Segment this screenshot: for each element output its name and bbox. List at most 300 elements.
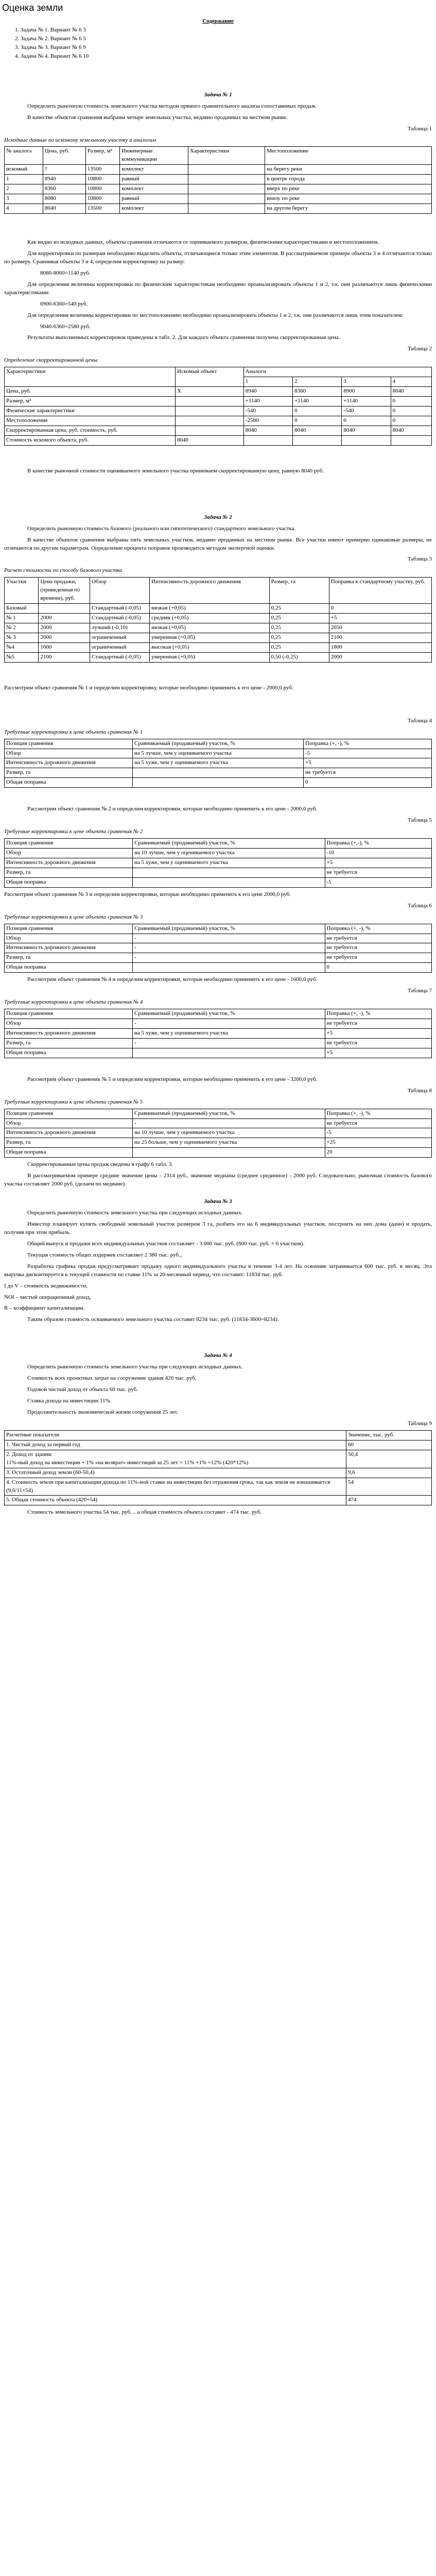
table-cell: -: [133, 1118, 325, 1128]
table-cell: Общая поправка: [5, 877, 133, 887]
table-cell: комплект: [120, 204, 188, 214]
table-cell: 3. Остаточный доход земли (60-50,4): [5, 1468, 346, 1478]
table-cell: 0: [391, 397, 431, 406]
table-row: [5, 406, 432, 416]
table-header-cell: Поправка (+, -), %: [325, 1009, 432, 1019]
table-adjustments-5: [4, 1109, 432, 1158]
table-row: [5, 416, 432, 426]
table-cell: 8040: [176, 435, 244, 445]
table-land-residual: [4, 1430, 432, 1506]
table-cell: № 3: [5, 633, 39, 642]
table-cell: Размер, га: [5, 953, 133, 963]
table-title: Требуемые корректировки к цене объекта сравнения № 3: [4, 913, 143, 920]
table-header-cell: Обзор: [90, 578, 149, 604]
table-cell: [243, 435, 292, 445]
table-cell: Скорректированная цена, руб. стоимость, руб.: [5, 426, 176, 435]
table-cell: 0: [391, 406, 431, 416]
table-header-cell: № аналога: [5, 147, 43, 165]
paragraph: Рассмотрим объект сравнения № 1 и определим корректировку, которые необходимо применить к его цене - 2000,0 руб.: [4, 684, 293, 691]
table-caption: Таблица 3: [407, 556, 432, 563]
table-cell: -5: [304, 749, 432, 758]
table-header-row: [5, 924, 432, 934]
paragraph: Как видно из исходных данных, объекты сравнения отличаются от оцениваемого размером, физическими характеристиками и местоположением.: [27, 239, 379, 246]
table-source-data: [4, 146, 432, 214]
table-cell: 2000: [39, 614, 90, 623]
table-cell: не требуется: [325, 934, 432, 943]
table-row: [5, 1496, 432, 1505]
table-cell: -10: [325, 849, 432, 858]
table-cell: +5: [325, 1048, 432, 1058]
formula: 8080-8060=1140 руб.: [40, 269, 91, 276]
table-row: [5, 1450, 432, 1468]
table-cell: 9,6: [346, 1468, 432, 1478]
table-cell: Размер, м²: [5, 397, 176, 406]
table-cell: +5: [325, 1028, 432, 1038]
paragraph: Рассмотрим объект сравнения № 5 и определим корректировки, которые необходимо применить к его цене - 3200,0 руб.: [27, 1076, 318, 1082]
table-cell: 8900: [342, 387, 391, 397]
table-header-cell: Позиция сравнения: [5, 739, 133, 749]
table-title: Расчет стоимости по способу базового участка: [4, 567, 123, 574]
table-row: [5, 604, 432, 614]
table-header-cell: Характеристики: [188, 147, 265, 165]
table-cell: вверх по реке: [265, 184, 432, 194]
table-cell: 2050: [329, 623, 431, 633]
paragraph: Определить рыночную стоимость земельного участка методом прямого сравнительного анализа сопоставимых продаж.: [27, 103, 317, 109]
paragraph: Для корректировки по размерам необходимо выделить объекты, отличающиеся только этим элементом. В рассматриваемом примере объекты 3 и 4 отличаются только по размеру. Сравнивая объекты 3 и 4, определим корректировку на размер:: [4, 250, 432, 265]
table-cell: не требуется: [325, 953, 432, 963]
table-header-row: [5, 839, 432, 849]
table-cell: 1800: [329, 642, 431, 652]
paragraph: В качестве рыночной стоимости оцениваемого земельного участка принимаем скорректированную цену, равную 8040 руб.: [27, 467, 324, 474]
page-title: Оценка земли: [2, 3, 63, 13]
table-header-cell: Поправка (+,-), %: [325, 839, 432, 849]
table-cell: Общая поправка: [5, 1148, 133, 1158]
table-header-cell: Аналоги: [243, 367, 431, 377]
table-cell: не требуется: [325, 868, 432, 877]
paragraph: Определить рыночную стоимость базового (реального или гипотетического) стандартного земельного участка.: [27, 525, 296, 532]
table-row: [5, 1048, 432, 1058]
table-cell: [188, 204, 265, 214]
table-cell: 0: [329, 604, 431, 614]
table-row: [5, 849, 432, 858]
task-heading: Задача № 4: [204, 1352, 232, 1359]
table-header-cell: Позиция сравнения: [5, 839, 133, 849]
table-cell: [133, 1048, 325, 1058]
table-cell: Х: [176, 387, 244, 397]
paragraph: Стоимость земельного участка 54 тыс. руб. ...а общая стоимость объекта составит - 474 тыс. руб.: [27, 1509, 262, 1516]
table-header-cell: Значение, тыс. руб.: [346, 1430, 432, 1440]
table-cell: -: [133, 1038, 325, 1048]
paragraph: Продолжительность экономической жизни сооружения 25 лет.: [27, 1409, 179, 1416]
table-cell: 0,25: [269, 614, 329, 623]
table-cell: 474: [346, 1496, 432, 1505]
table-cell: +25: [325, 1138, 432, 1148]
table-row: [5, 614, 432, 623]
table-cell: 2. Доход от здания: 11%-ный доход на инвестиции + 1% «на возврат» инвестиций за 25 лет = 11% +1% =12% (420*12%): [5, 1450, 346, 1468]
table-row: [5, 194, 432, 204]
table-cell: 0,50 (-0,25): [269, 652, 329, 662]
table-cell: 2000: [39, 633, 90, 642]
table-row: [5, 1440, 432, 1450]
table-cell: 4: [5, 204, 43, 214]
table-cell: 8040: [391, 387, 431, 397]
formula: 6900-6360=540 руб.: [40, 300, 88, 307]
table-cell: Стандартный (-0,05): [90, 614, 149, 623]
table-cell: ограниченный: [90, 633, 149, 642]
table-cell: 8040: [293, 426, 342, 435]
table-cell: Базовый: [5, 604, 39, 614]
table-cell: 60: [346, 1440, 432, 1450]
paragraph: Для определения величины корректировки по местоположению необходимо проанализировать объекты 1 и 2, т.к. они различаются лишь этим показателем:: [27, 312, 404, 318]
table-cell: 1600: [39, 642, 90, 652]
table-header-cell: Характеристики: [5, 367, 176, 387]
table-cell: [133, 868, 325, 877]
table-row: [5, 204, 432, 214]
table-cell: Интенсивность дорожного движения: [5, 943, 133, 953]
table-title: Требуемые корректировки к цене объекта сравнения № 5: [4, 1098, 143, 1105]
table-cell: +1140: [293, 397, 342, 406]
table-cell: [133, 1148, 325, 1158]
paragraph: Таким образом стоимость осваиваемого земельного участка составит 8234 тыс. руб. (11834-3600=8234).: [27, 1316, 279, 1323]
formula-line: R – коэффициент капитализации.: [4, 1305, 85, 1312]
table-row: [5, 387, 432, 397]
table-cell: -: [133, 1019, 325, 1029]
table-cell: на другом берегу: [265, 204, 432, 214]
table-row: [5, 768, 432, 778]
toc-item[interactable]: 1. Задача № 1. Вариант № 6 3: [21, 26, 432, 35]
table-title: Исходные данные по искомому земельному участку и аналогам: [4, 137, 156, 143]
paragraph: Для определения величины корректировки по физическим характеристикам необходимо проанализировать объекты 1 и 2, т.к. они различаются лишь физическими характеристиками:: [4, 281, 432, 296]
table-cell: 1: [5, 175, 43, 184]
table-cell: 2100: [329, 633, 431, 642]
table-cell: средняя (+0,05): [150, 614, 269, 623]
paragraph: Скорректированные цены продаж сведены в графу 6 табл. 3.: [27, 1161, 173, 1168]
table-cell: высокая (+0,05): [150, 642, 269, 652]
table-row: [5, 623, 432, 633]
table-title: Требуемые корректировки к цене объекта сравнения № 1: [4, 728, 143, 735]
table-cell: №5: [5, 652, 39, 662]
table-cell: +1140: [342, 397, 391, 406]
table-cell: 8940: [243, 387, 292, 397]
table-cell: Обзор: [5, 934, 133, 943]
table-row: [5, 633, 432, 642]
table-cell: 8040: [391, 426, 431, 435]
table-cell: № 2: [5, 623, 39, 633]
table-header-cell: Цена продажи, (приведенная по времени), руб.: [39, 578, 90, 604]
table-title: Требуемые корректировки к цене объекта сравнения № 2: [4, 828, 143, 835]
table-cell: на 10 лучше, чем у оцениваемого участка: [133, 849, 325, 858]
table-cell: Местоположение: [5, 416, 176, 426]
formula-line: NOI – чистый операционный доход,: [4, 1294, 91, 1300]
table-row: [5, 1019, 432, 1029]
table-row: [5, 934, 432, 943]
table-cell: на берегу реки: [265, 165, 432, 175]
table-row: [5, 652, 432, 662]
table-cell: в центре города: [265, 175, 432, 184]
toc-item[interactable]: 3. Задача № 3. Вариант № 6 9: [21, 44, 432, 52]
table-cell: 20: [325, 1148, 432, 1158]
table-base-plot: [4, 577, 432, 662]
table-header-cell: Поправка (+, -), %: [325, 924, 432, 934]
table-cell: [133, 963, 325, 973]
table-cell: [188, 184, 265, 194]
table-cell: не требуется: [325, 943, 432, 953]
table-cell: [133, 778, 304, 788]
table-cell: 8360: [43, 184, 85, 194]
table-row: [5, 1038, 432, 1048]
paragraph: В качестве объектов сравнения выбраны четыре земельных участка, недавно проданных на местном рынке.: [27, 114, 288, 121]
table-cell: +5: [329, 614, 431, 623]
table-caption: Таблица 6: [407, 902, 432, 909]
table-cell: 0,25: [269, 623, 329, 633]
table-row: [5, 165, 432, 175]
task-heading: Задача № 1: [204, 91, 232, 98]
table-cell: [188, 175, 265, 184]
paragraph: Инвестор планирует купить свободный земельный участок размером 3 га, разбить его на 6 индивидуальных участков, построить на них дома (дачи) и продать, получив при этом прибыль.: [4, 1221, 432, 1235]
table-row: [5, 426, 432, 435]
table-header-cell: Расчетные показатели: [5, 1430, 346, 1440]
table-cell: Обзор: [5, 1118, 133, 1128]
table-adjusted-price: [4, 367, 432, 446]
paragraph: Определить рыночную стоимость земельного участка при следующих исходных данных.: [27, 1210, 243, 1216]
task-heading: Задача № 2: [204, 514, 232, 520]
table-cell: Интенсивность дорожного движения: [5, 1128, 133, 1138]
paragraph: Рассмотрим объект сравнения № 3 и определим корректировки, которые необходимо применить к его цене 2000,0 руб.: [4, 891, 291, 897]
paragraph: Текущая стоимость общих издержек составляет 2 380 тыс. руб.,: [27, 1251, 182, 1258]
toc-item[interactable]: 2. Задача № 2. Вариант № 6 5: [21, 35, 432, 43]
table-cell: 54: [346, 1478, 432, 1496]
table-cell: Обзор: [5, 749, 133, 758]
table-title: Требуемые корректировки к цене объекта сравнения № 4: [4, 999, 143, 1006]
table-header-cell: 4: [391, 377, 431, 387]
table-header-cell: Поправка к стандартному участку, руб.: [329, 578, 431, 604]
table-cell: [176, 397, 244, 406]
table-row: [5, 749, 432, 758]
table-header-cell: Позиция сравнения: [5, 1109, 133, 1118]
toc-heading: Содержание: [202, 18, 234, 25]
table-cell: на 25 больше, чем у оцениваемого участка: [133, 1138, 325, 1148]
paragraph: Определить рыночную стоимость земельного участка при следующих исходных данных.: [27, 1364, 243, 1370]
table-cell: -: [133, 934, 325, 943]
table-cell: 0: [342, 416, 391, 426]
table-cell: умеренная (+0,05): [150, 633, 269, 642]
table-row: [5, 1478, 432, 1496]
table-row: [5, 1128, 432, 1138]
toc-item[interactable]: 4. Задача № 4. Вариант № 6 10: [21, 53, 432, 61]
table-header-cell: Размер, м²: [85, 147, 119, 165]
table-cell: искомый: [5, 165, 43, 175]
table-cell: -: [133, 953, 325, 963]
table-cell: -540: [243, 406, 292, 416]
table-adjustments-3: [4, 924, 432, 973]
table-cell: 2000: [39, 623, 90, 633]
table-header-row: [5, 578, 432, 604]
table-cell: 2100: [39, 652, 90, 662]
table-cell: 10800: [85, 194, 119, 204]
table-row: [5, 1028, 432, 1038]
table-cell: [188, 194, 265, 204]
table-cell: 8040: [342, 426, 391, 435]
table-cell: комплект: [120, 165, 188, 175]
table-cell: равный: [120, 175, 188, 184]
table-row: [5, 963, 432, 973]
table-cell: 4. Стоимость земли при капитализации дохода по 11%-ной ставке на инвестиции без отражения срока, так как земля не изнашивается (9,6/11×54): [5, 1478, 346, 1496]
table-cell: Общая поправка: [5, 778, 133, 788]
table-row: [5, 184, 432, 194]
table-cell: +5: [325, 858, 432, 868]
table-row: [5, 778, 432, 788]
paragraph: Стоимость всех проектных затрат на сооружение здания 420 тыс. руб.: [27, 1375, 197, 1382]
table-cell: 13500: [85, 165, 119, 175]
table-cell: ?: [43, 165, 85, 175]
paragraph: В рассматриваемом примере средние значение цены - 2314 руб., значение медианы (среднее срединное) - 2000 руб. Следовательно, рыночная стоимость базового участка составляет 2000 руб. (делаем по медиане).: [4, 1173, 432, 1188]
table-cell: лучший (-0,10): [90, 623, 149, 633]
table-row: [5, 435, 432, 445]
table-cell: 10800: [85, 175, 119, 184]
table-cell: №4: [5, 642, 39, 652]
table-adjustments-1: [4, 739, 432, 788]
table-header-cell: Сравниваемый (продаваемый) участок, %: [133, 924, 325, 934]
table-cell: Размер, га: [5, 1038, 133, 1048]
table-cell: 0: [293, 406, 342, 416]
table-cell: Стандартный (-0,05): [90, 652, 149, 662]
table-cell: 50,4: [346, 1450, 432, 1468]
paragraph: Результаты выполненных корректировок приведены в табл. 2. Для каждого объекта сравнения получена скорректированная цена.: [27, 334, 340, 341]
table-cell: [176, 406, 244, 416]
table-cell: 5. Общая стоимость объекта (420+54): [5, 1496, 346, 1505]
table-row: [5, 868, 432, 877]
table-cell: -540: [342, 406, 391, 416]
paragraph: Общий выпуск и продажи всех индивидуальных участков составляет - 3 000 тыс. руб. (600 тыс. руб. × 6 участков).: [27, 1240, 305, 1247]
table-cell: [133, 877, 325, 887]
table-row: [5, 858, 432, 868]
table-cell: [39, 604, 90, 614]
table-header-cell: 2: [293, 377, 342, 387]
table-header-cell: Сравниваемый (продаваемый) участок, %: [133, 1109, 325, 1118]
table-cell: [176, 426, 244, 435]
table-cell: Интенсивность дорожного движения: [5, 758, 133, 768]
table-header-cell: Интенсивность дорожного движения: [150, 578, 269, 604]
table-header-cell: Цена, руб.: [43, 147, 85, 165]
table-cell: 13500: [85, 204, 119, 214]
table-header-cell: Размер, га: [269, 578, 329, 604]
table-cell: Размер, га: [5, 868, 133, 877]
table-cell: 8080: [43, 194, 85, 204]
table-cell: не требуется: [304, 768, 432, 778]
table-cell: умеренная (+0,05): [150, 652, 269, 662]
table-row: [5, 175, 432, 184]
table-caption: Таблица 1: [407, 125, 432, 132]
table-caption: Таблица 2: [407, 346, 432, 352]
table-header-row: [5, 147, 432, 165]
table-cell: Обзор: [5, 849, 133, 858]
table-cell: 2000: [329, 652, 431, 662]
table-title: Определение скорректированной цены: [4, 357, 98, 364]
table-cell: -5: [325, 877, 432, 887]
table-row: [5, 758, 432, 768]
table-cell: Интенсивность дорожного движения: [5, 858, 133, 868]
table-header-cell: Искомый объект: [176, 367, 244, 387]
table-cell: Цена, руб.: [5, 387, 176, 397]
table-cell: 8940: [43, 175, 85, 184]
table-cell: [342, 435, 391, 445]
table-cell: 0: [325, 963, 432, 973]
table-header-cell: Инженерные коммуникации: [120, 147, 188, 165]
task-heading: Задача № 3: [204, 1198, 232, 1205]
table-cell: не требуется: [325, 1019, 432, 1029]
table-cell: 1. Чистый доход за первый год: [5, 1440, 346, 1450]
table-row: [5, 1138, 432, 1148]
table-header-row: [5, 739, 432, 749]
table-cell: [188, 165, 265, 175]
table-cell: [176, 416, 244, 426]
table-cell: не требуется: [325, 1118, 432, 1128]
paragraph: Рассмотрим объект сравнения № 2 и определим корректировки, которые необходимо применить к его цене - 2000,0 руб.: [27, 806, 318, 812]
paragraph: Ставка дохода на инвестиции 11%.: [27, 1398, 112, 1404]
table-header-cell: Поправка (+, -), %: [304, 739, 432, 749]
paragraph: В качестве объектов сравнения выбраны пять земельных участков, недавно проданных на местном рынке. Все участки имеют примерно одинаковые размеры, не отличаются по другим параметрам. Определение процента поправок производится методом экспертной оценки.: [4, 536, 432, 551]
table-cell: на 5 лучше, чем у оцениваемого участка: [133, 749, 304, 758]
table-cell: Общая поправка: [5, 963, 133, 973]
table-cell: -5: [325, 1128, 432, 1138]
table-header-cell: 1: [243, 377, 292, 387]
table-row: [5, 1148, 432, 1158]
table-header-cell: Позиция сравнения: [5, 924, 133, 934]
table-row: [5, 642, 432, 652]
table-cell: ограниченный: [90, 642, 149, 652]
table-cell: 0,25: [269, 642, 329, 652]
table-header-cell: Сравниваемый (продаваемый) участок, %: [133, 1009, 325, 1019]
table-cell: Стандартный (-0,05): [90, 604, 149, 614]
table-adjustments-2: [4, 838, 432, 888]
paragraph: Годовой чистый доход от объекта 60 тыс. руб.: [27, 1386, 138, 1393]
table-cell: [133, 768, 304, 778]
document-body: [0, 18, 436, 1530]
table-cell: 8040: [243, 426, 292, 435]
table-header-cell: Местоположение: [265, 147, 432, 165]
table-row: [5, 943, 432, 953]
table-cell: низкая (+0,05): [150, 623, 269, 633]
formula: 9040-6360=2580 руб.: [40, 323, 91, 330]
table-header-cell: Сравниваемый (продаваемый) участок, %: [133, 739, 304, 749]
table-row: [5, 1118, 432, 1128]
table-cell: низкая (+0,05): [150, 604, 269, 614]
table-cell: +5: [304, 758, 432, 768]
formula-line: I до V – стоимость недвижимости,: [4, 1282, 88, 1289]
table-cell: 3: [5, 194, 43, 204]
table-header-row: [5, 1109, 432, 1118]
table-cell: на 5 хуже, чем у оцениваемого участка: [133, 1028, 325, 1038]
table-cell: равный: [120, 194, 188, 204]
table-cell: Общая поправка: [5, 1048, 133, 1058]
table-cell: внизу по реке: [265, 194, 432, 204]
table-adjustments-4: [4, 1009, 432, 1058]
table-cell: на 5 хуже, чем у оцениваемого участка: [133, 758, 304, 768]
table-cell: 0: [304, 778, 432, 788]
table-row: [5, 1468, 432, 1478]
table-header-cell: Сравниваемый (продаваемый) участок, %: [133, 839, 325, 849]
table-cell: 0: [391, 416, 431, 426]
table-caption: Таблица 5: [407, 817, 432, 824]
table-cell: [293, 435, 342, 445]
table-cell: на 5 хуже, чем у оцениваемого участка: [133, 858, 325, 868]
table-cell: № 1: [5, 614, 39, 623]
table-cell: 2: [5, 184, 43, 194]
table-row: [5, 953, 432, 963]
table-cell: Обзор: [5, 1019, 133, 1029]
table-cell: [391, 435, 431, 445]
table-cell: Физические характеристики: [5, 406, 176, 416]
